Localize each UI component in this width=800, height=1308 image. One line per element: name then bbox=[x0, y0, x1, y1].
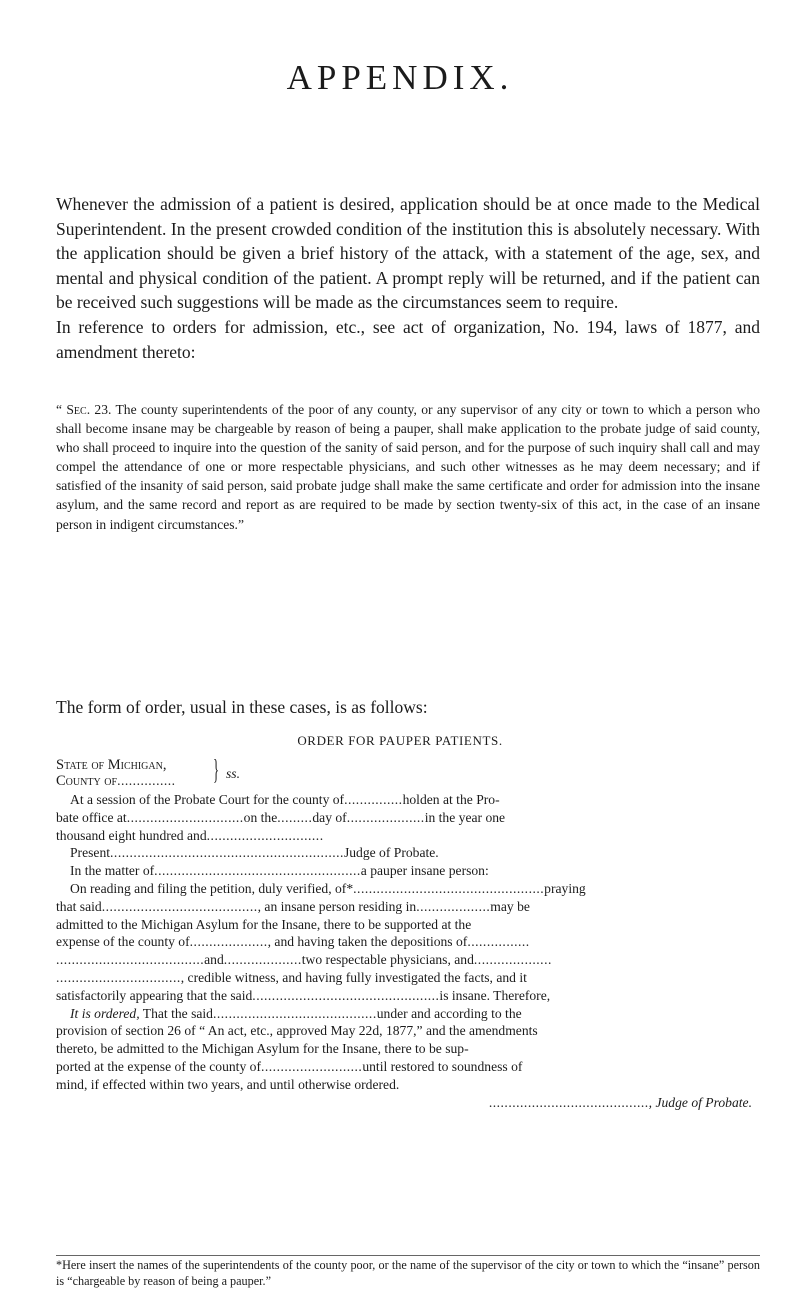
venue-county-blank: ............... bbox=[117, 773, 176, 788]
intro-text bbox=[56, 192, 760, 364]
order-heading: ORDER FOR PAUPER PATIENTS. bbox=[297, 733, 503, 748]
form-intro: The form of order, usual in these cases, is as follows: bbox=[56, 697, 428, 717]
order-line: that said........................................, an insane person residing in...................may be bbox=[56, 898, 530, 914]
venue-caption bbox=[56, 757, 760, 791]
order-line: On reading and filing the petition, duly verified, of*.................................................praying bbox=[70, 880, 586, 896]
intro-paragraph-2: In reference to orders for admission, etc., see act of organization, No. 194, laws of 1877, and amendment thereto: bbox=[56, 316, 760, 362]
page-title: APPENDIX. bbox=[286, 58, 514, 97]
order-line: In the matter of.....................................................a pauper insane person: bbox=[70, 863, 489, 879]
order-line: thousand eight hundred and.............................. bbox=[56, 827, 324, 843]
order-line: provision of section 26 of “ An act, etc., approved May 22d, 1877,” and the amendments bbox=[56, 1023, 538, 1039]
order-line: ................................, credible witness, and having fully investigated the facts, and it bbox=[56, 969, 527, 985]
order-form bbox=[56, 757, 760, 1111]
statute-quote bbox=[56, 400, 760, 534]
order-line: admitted to the Michigan Asylum for the Insane, there to be supported at the bbox=[56, 916, 472, 932]
order-line: Present............................................................Judge of Probate. bbox=[70, 845, 439, 861]
order-line: expense of the county of...................., and having taken the depositions of................ bbox=[56, 934, 530, 950]
footnote: *Here insert the names of the superintendents of the county poor, or the name of the supervisor of the city or town to which the “insane” person is “chargeable by reason of being a pauper.” bbox=[56, 1258, 760, 1288]
order-line: ported at the expense of the county of..........................until restored to soundness of bbox=[56, 1058, 523, 1074]
order-line: It is ordered, That the said..........................................under and according to the bbox=[70, 1005, 522, 1021]
order-line: At a session of the Probate Court for the county of...............holden at the Pro- bbox=[70, 792, 500, 807]
statute-text: The county superintendents of the poor of any county, or any supervisor of any city or town to which a person who shall become insane may be chargeable by reason of being a pauper, shall make application to the probate judge of said county, who shall proceed to inquire into the question of the sanity of said person, and for the purpose of such inquiry shall call and may compel the attendance of one or more respectable physicians, and such other witnesses as he may deem necessary; and if satisfied of the insanity of said person, said probate judge shall make the same certificate and order for admission into the insane asylum, and the same record and report as are required to be made by section twenty-six of this act, in the case of an insane person in indigent circumstances.” bbox=[56, 402, 760, 532]
brace-glyph: } bbox=[213, 755, 220, 786]
footnote-divider bbox=[56, 1255, 760, 1256]
order-line: mind, if effected within two years, and until otherwise ordered. bbox=[56, 1076, 400, 1092]
order-line: ......................................and....................two respectable physicians, and.................... bbox=[56, 952, 552, 968]
judge-signature-line: ........................................., Judge of Probate. bbox=[488, 1094, 752, 1110]
venue-county: County of bbox=[56, 773, 118, 789]
intro-paragraph-1: Whenever the admission of a patient is desired, application should be at once made to the Medical Superintendent. In the present crowded condition of the institution this is absolutely necessary. With the application should be given a brief history of the attack, with a statement of the age, sex, and mental and physical condition of the patient. A prompt reply will be returned, and if the patient can be received such suggestions will be made as the circumstances seem to require. bbox=[56, 194, 760, 313]
statute-section-label: “ Sec. 23. bbox=[56, 402, 112, 417]
venue-ss: ss. bbox=[226, 766, 240, 781]
order-line: thereto, be admitted to the Michigan Asylum for the Insane, there to be sup- bbox=[56, 1041, 469, 1057]
venue-state: State of Michigan, bbox=[56, 757, 167, 773]
order-line: satisfactorily appearing that the said................................................is insane. Therefore, bbox=[56, 987, 551, 1003]
order-line: bate office at..............................on the.........day of....................in the year one bbox=[56, 809, 506, 825]
